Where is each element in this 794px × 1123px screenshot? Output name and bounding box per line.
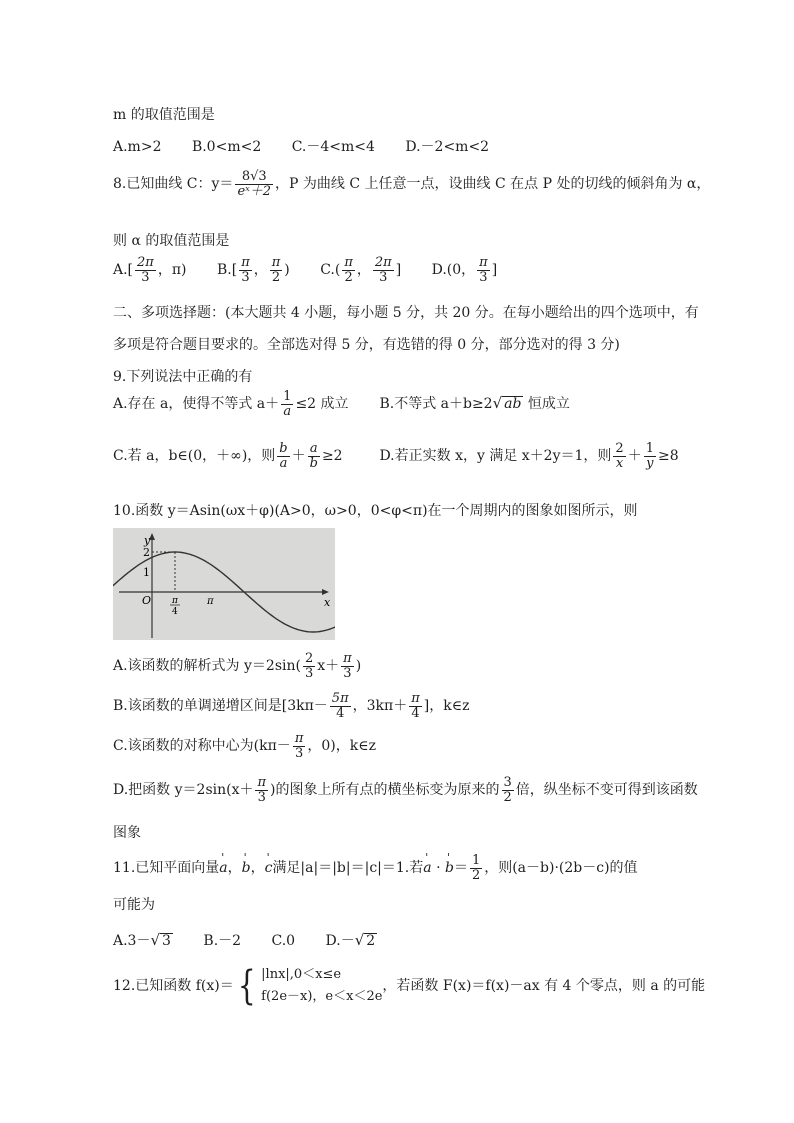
q7-option-b: B.0<m<2 (191, 139, 262, 155)
q11-num: 1 (471, 853, 481, 868)
tick-y1: 1 (143, 566, 150, 579)
q7-option-c: C.－4<m<4 (291, 139, 375, 155)
q8-prefix: 8.已知曲线 C：y＝ (113, 176, 234, 193)
q12-cases (261, 964, 382, 1008)
q10-a-post: ) (355, 658, 362, 675)
radical-icon: √ (492, 394, 503, 413)
q12-case1: |lnx|,0＜x≤e (261, 967, 342, 982)
q9-a-post: ≤2 成立 (295, 396, 349, 413)
q11-den: 2 (471, 867, 481, 883)
q8-c-pre: C.( (320, 262, 341, 279)
q11-sep2: ， (250, 860, 265, 877)
tick-pi: π (207, 596, 214, 607)
q8-options (113, 256, 523, 284)
q9-option-c (113, 442, 375, 470)
q9-a-pre: A.存在 a，使得不等式 a＋ (113, 396, 280, 413)
q11-pre: 11.已知平面向量 (113, 860, 220, 877)
q10-c-post: ，0)，k∈z (307, 738, 376, 755)
q8-suffix: ，P 为曲线 C 上任意一点，设曲线 C 在点 P 处的切线的倾斜角为 α， (275, 176, 711, 193)
q7-option-a: A.m>2 (113, 139, 162, 155)
q8-c-num2: 2π (374, 255, 392, 270)
q8-den: eˣ＋2 (237, 183, 272, 199)
q10-d-pre: D.把函数 y＝2sin(x＋ (113, 782, 254, 799)
q10-d-frac1 (255, 776, 268, 804)
q9-d-frac1 (613, 442, 625, 470)
q9-a-num: 1 (283, 389, 292, 404)
q10-a-mid: x＋ (317, 658, 340, 675)
q10-a-num2: π (343, 651, 352, 666)
q8-b-mid: ， (253, 262, 268, 279)
q8-b-num2: π (271, 255, 281, 270)
q8-b-den2: 2 (270, 270, 283, 285)
q7-options (113, 136, 515, 156)
q11-a-rad: 3 (162, 933, 171, 949)
sine-graph-figure (113, 528, 335, 640)
q10-a-frac1 (303, 652, 315, 680)
q10-c-pre: C.该函数的对称中心为(kπ－ (113, 738, 291, 755)
q10-b-den1: 4 (330, 706, 351, 721)
section2-heading-line2: 多项是符合题目要求的。全部选对得 5 分，有选错的得 0 分，部分选对的得 3 分) (113, 337, 620, 353)
q8-a-post: ，π) (157, 262, 187, 279)
q8-option-a (113, 256, 187, 284)
vector-a-2: ' a (423, 860, 431, 876)
q8-a-den: 3 (135, 270, 156, 285)
q9-d-post: ≥8 (657, 448, 679, 465)
q9-c-d2: b (309, 455, 318, 471)
q9-c-n1: b (279, 441, 288, 456)
q8-stem (113, 170, 710, 198)
q10-c-den: 3 (293, 746, 306, 761)
q11-option-d (326, 930, 378, 950)
q9-c-frac1 (277, 442, 289, 470)
q8-option-d (432, 256, 498, 284)
q10-a-den1: 3 (304, 665, 314, 681)
tick-pi4-num: π (172, 596, 178, 606)
q10-d-frac2 (502, 776, 514, 804)
q9-d-pre: D.若正实数 x，y 满足 x＋2y＝1，则 (379, 448, 612, 465)
q9-d-plus: ＋ (627, 448, 642, 465)
q11-stem (113, 854, 638, 882)
q8-line2: 则 α 的取值范围是 (113, 233, 230, 249)
vector-b-2: ' b (445, 860, 454, 876)
q8-d-pre: D.(0， (431, 262, 476, 279)
q9-c-d1: a (277, 456, 289, 471)
vector-c: ' c (265, 860, 273, 876)
q10-a-num1: 2 (304, 651, 314, 666)
q9-b-pre: B.不等式 a＋b≥2 (379, 396, 493, 413)
q9-a-frac (281, 390, 293, 418)
q10-option-d-line2: 图象 (113, 825, 141, 841)
q10-d-post: 倍，纵坐标不变可得到该函数 (515, 782, 698, 799)
q8-d-post: ] (491, 262, 498, 279)
q8-b-pre: B.[ (216, 262, 238, 279)
sine-graph (113, 528, 335, 640)
q10-a-den2: 3 (341, 666, 354, 681)
q10-b-num2: π (411, 691, 420, 706)
q7-option-d: D.－2<m<2 (405, 139, 490, 155)
origin-label: O (142, 594, 152, 607)
q9-d-d1: x (613, 456, 625, 471)
q11-frac (470, 854, 482, 882)
q12-stem (113, 964, 705, 1008)
q10-b-post: ]，k∈z (423, 698, 470, 715)
q8-c-frac2 (373, 256, 394, 284)
vector-b: ' b (242, 860, 251, 876)
q8-b-frac1 (239, 256, 252, 284)
q12-post: ，若函数 F(x)＝f(x)－ax 有 4 个零点，则 a 的可能 (382, 978, 706, 995)
q7-stem-end: m 的取值范围是 (113, 107, 215, 123)
radical-icon: √ (354, 931, 365, 949)
tick-y2: 2 (143, 546, 150, 559)
q10-d-den1: 3 (255, 790, 268, 805)
q10-c-num: π (294, 731, 304, 746)
q12-pre: 12.已知函数 f(x)＝ (113, 978, 234, 995)
q9-c-post: ≥2 (321, 448, 343, 465)
left-brace-icon: { (237, 963, 256, 1010)
q8-c-post: ] (395, 262, 402, 279)
radical-icon: √ (150, 931, 161, 949)
q12-case2: f(2e－x)，e＜x＜2e (261, 989, 383, 1005)
q9-d-frac2 (644, 442, 656, 470)
q9-c-pre: C.若 a，b∈(0，＋∞)，则 (113, 448, 276, 465)
q9-c-n2: a (309, 441, 318, 456)
y-axis-label: y (144, 534, 151, 547)
q10-stem: 10.函数 y＝Asin(ωx＋φ)(A>0，ω>0，0<φ<π)在一个周期内的图象如图所示，则 (113, 503, 638, 519)
q10-d-den2: 2 (503, 789, 512, 805)
q8-fraction (235, 170, 273, 198)
q8-b-post: ) (284, 262, 290, 279)
q11-d-rad: 2 (366, 933, 376, 949)
q8-a-frac (135, 256, 156, 284)
q10-d-num2: 3 (503, 775, 512, 790)
section2-heading-line1: 二、多项选择题：(本大题共 4 小题，每小题 5 分，共 20 分。在每小题给出的四个选项中，有 (113, 305, 699, 321)
q8-b-num1: π (241, 255, 250, 270)
q11-option-c: C.0 (271, 933, 296, 949)
q11-dot: · (436, 860, 441, 877)
q10-b-frac1 (330, 692, 351, 720)
q9-d-n1: 2 (615, 441, 624, 456)
q8-b-frac2 (270, 256, 283, 284)
q8-option-c (320, 256, 401, 284)
q10-d-num1: π (257, 775, 267, 790)
q11-line2: 可能为 (113, 897, 155, 913)
q8-num: 8√3 (241, 169, 267, 184)
q9-d-d2: y (644, 456, 656, 471)
x-axis-label: x (324, 596, 331, 609)
tick-pi4-den: 4 (172, 607, 178, 617)
q9-b-rad: ab (504, 396, 522, 413)
q10-option-a (113, 652, 361, 680)
q9-options-ab (113, 390, 570, 418)
q10-b-den2: 4 (409, 706, 422, 721)
q11-mid: 满足|a|＝|b|＝|c|＝1.若 (272, 860, 424, 877)
q8-b-den1: 3 (239, 270, 252, 285)
vector-a: ' a (219, 860, 227, 876)
q10-b-mid: ，3kπ＋ (352, 698, 408, 715)
q10-b-num1: 5π (331, 691, 349, 706)
q11-eq: ＝ (453, 860, 468, 877)
q10-option-b (113, 692, 469, 720)
q9-option-a (113, 390, 375, 418)
q10-option-d (113, 776, 698, 804)
q10-c-frac (293, 732, 306, 760)
q9-d-n2: 1 (645, 441, 654, 456)
q8-c-mid: ， (356, 262, 371, 279)
q9-c-frac2 (308, 442, 320, 470)
q8-option-b (217, 256, 290, 284)
q11-d-pre: D.－ (325, 933, 355, 949)
q10-a-frac2 (341, 652, 354, 680)
q11-a-pre: A.3－ (113, 933, 151, 949)
q9-b-post: 恒成立 (527, 396, 570, 413)
q9-option-b (379, 396, 569, 412)
q9-option-d (379, 441, 679, 471)
q11-post: ，则(a－b)·(2b－c)的值 (484, 860, 638, 877)
q10-b-pre: B.该函数的单调递增区间是[3kπ－ (113, 698, 328, 715)
q8-c-den2: 3 (373, 270, 394, 285)
q8-c-frac1 (342, 256, 355, 284)
q8-d-num: π (479, 255, 488, 270)
q10-d-mid: )的图象上所有点的横坐标变为原来的 (270, 782, 500, 799)
q9-stem: 9.下列说法中正确的有 (113, 369, 253, 385)
q8-c-den1: 2 (342, 270, 355, 285)
q11-sep1: ， (227, 860, 242, 877)
q8-c-num1: π (344, 255, 353, 270)
q11-option-b: B.－2 (203, 933, 242, 949)
q8-d-den: 3 (477, 270, 490, 285)
q8-a-pre: A.[ (113, 262, 134, 279)
q10-b-frac2 (409, 692, 422, 720)
x-axis-arrow-icon (322, 589, 329, 595)
q10-option-c (113, 732, 376, 760)
q9-a-den: a (281, 404, 293, 419)
q11-options (113, 930, 403, 950)
q9-c-plus: ＋ (291, 448, 306, 465)
q9-options-cd (113, 442, 679, 470)
q8-d-frac (477, 256, 490, 284)
q10-a-pre: A.该函数的解析式为 y＝2sin( (113, 658, 301, 675)
q8-a-num: 2π (137, 255, 154, 270)
q11-option-a (113, 930, 173, 950)
